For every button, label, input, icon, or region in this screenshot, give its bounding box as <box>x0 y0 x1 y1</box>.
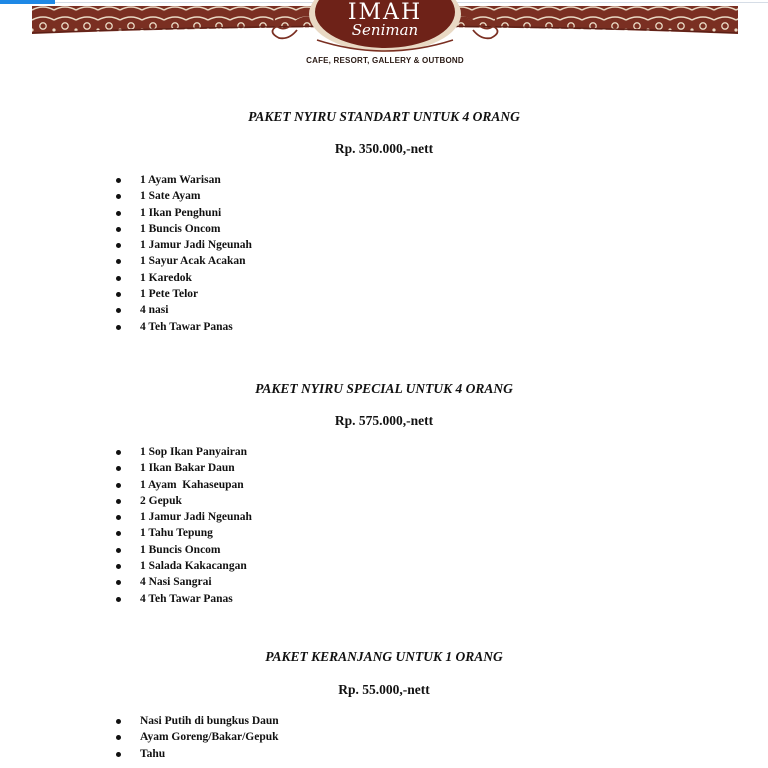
package-title: PAKET NYIRU SPECIAL UNTUK 4 ORANG <box>255 381 513 396</box>
logo-brand-name: IMAH <box>347 0 423 25</box>
list-item: 1 Pete Telor <box>140 286 252 302</box>
list-item: 1 Buncis Oncom <box>140 221 252 237</box>
list-item: 1 Karedok <box>140 270 252 286</box>
list-item: 1 Sayur Acak Acakan <box>140 253 252 269</box>
list-item: 1 Sop Ikan Panyairan <box>140 444 252 460</box>
list-item: 1 Ikan Penghuni <box>140 205 252 221</box>
package-menu-list <box>140 172 252 335</box>
package-price: Rp. 575.000,-nett <box>334 413 434 428</box>
list-item: 4 Teh Tawar Panas <box>140 591 252 607</box>
list-item: Nasi Putih di bungkus Daun <box>140 713 279 729</box>
package-price: Rp. 350.000,-nett <box>334 141 434 156</box>
list-item: 4 Teh Tawar Panas <box>140 319 252 335</box>
list-item: Tahu <box>140 746 279 762</box>
list-item: 1 Ayam Kahaseupan <box>140 477 252 493</box>
logo-tagline: CAFE, RESORT, GALLERY & OUTBOND <box>306 56 464 65</box>
list-item: 1 Salada Kakacangan <box>140 558 252 574</box>
list-item: 1 Sate Ayam <box>140 188 252 204</box>
list-item: 1 Tahu Tepung <box>140 525 252 541</box>
package-title: PAKET NYIRU STANDART UNTUK 4 ORANG <box>248 109 520 124</box>
package-price: Rp. 55.000,-nett <box>338 682 430 697</box>
list-item: Ayam Goreng/Bakar/Gepuk <box>140 729 279 745</box>
logo-brand-subname: Seniman <box>351 21 419 39</box>
package-menu-list <box>140 444 252 607</box>
package-title: PAKET KERANJANG UNTUK 1 ORANG <box>265 649 503 664</box>
list-item: 2 Gepuk <box>140 493 252 509</box>
list-item: 1 Ayam Warisan <box>140 172 252 188</box>
list-item: 1 Ikan Bakar Daun <box>140 460 252 476</box>
list-item: 1 Buncis Oncom <box>140 542 252 558</box>
list-item: 4 nasi <box>140 302 252 318</box>
list-item: 1 Jamur Jadi Ngeunah <box>140 237 252 253</box>
list-item: 1 Jamur Jadi Ngeunah <box>140 509 252 525</box>
package-menu-list <box>140 713 279 762</box>
list-item: 4 Nasi Sangrai <box>140 574 252 590</box>
tab-indicator <box>0 0 55 4</box>
